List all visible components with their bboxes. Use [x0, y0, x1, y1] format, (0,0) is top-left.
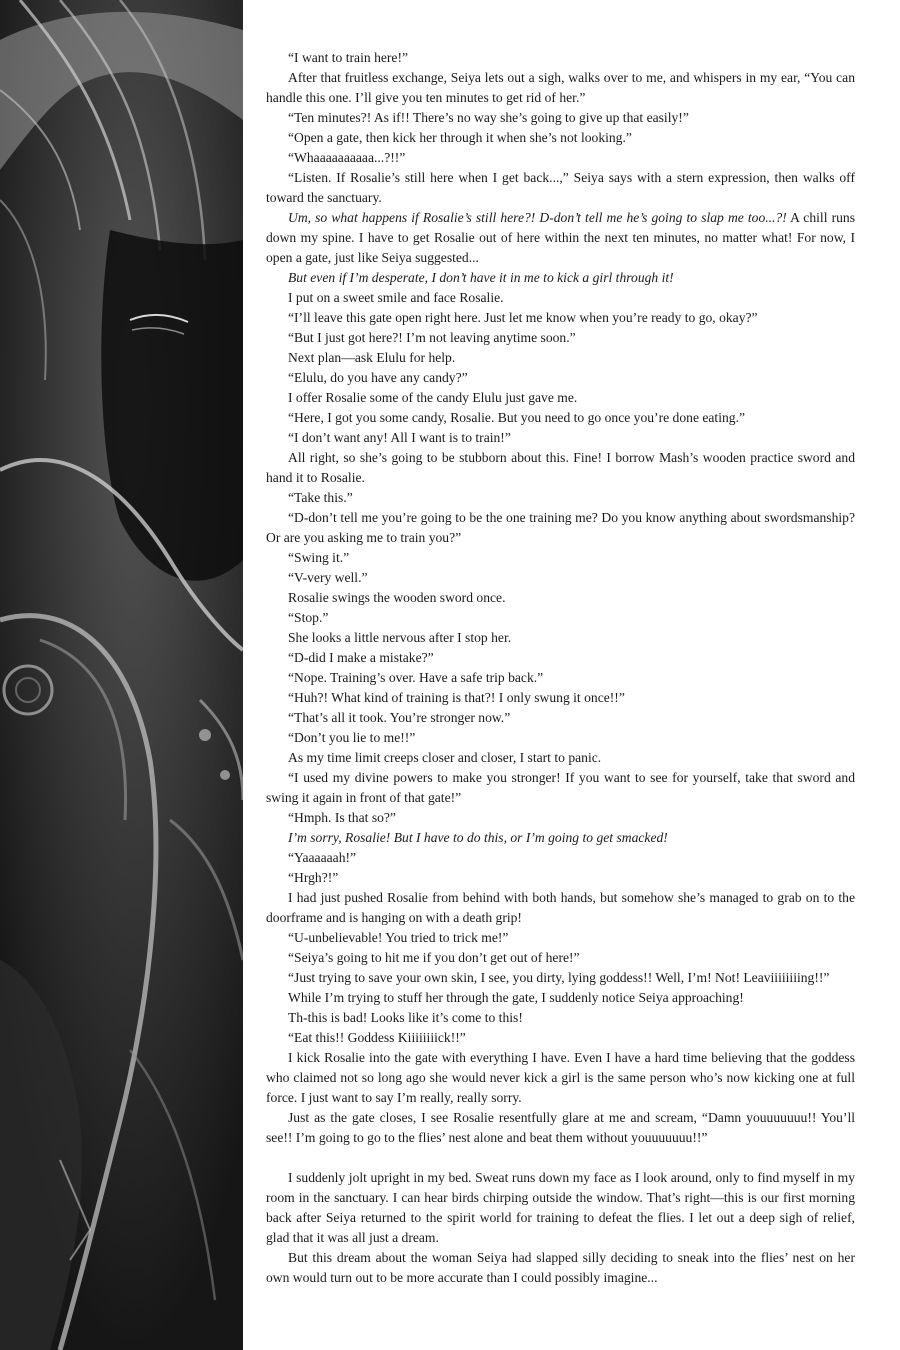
paragraph: As my time limit creeps closer and closer, I start to panic. [288, 750, 602, 765]
paragraph: I offer Rosalie some of the candy Elulu just gave me. [288, 390, 578, 405]
paragraph: I put on a sweet smile and face Rosalie. [288, 290, 504, 305]
paragraph: “Elulu, do you have any candy?” [288, 370, 468, 385]
paragraph: “Swing it.” [288, 550, 350, 565]
paragraph: “Hrgh?!” [288, 870, 339, 885]
paragraph: “Here, I got you some candy, Rosalie. But you need to go once you’re done eating.” [288, 410, 746, 425]
inverted-character-illustration [0, 0, 243, 1350]
paragraph: “U-unbelievable! You tried to trick me!” [288, 930, 509, 945]
paragraph: “D-don’t tell me you’re going to be the one training me? Do you know anything about swordsmanship? Or are you asking me to train you?” [266, 510, 855, 545]
paragraph-continuation: A chill runs down my spine. I have to get Rosalie out of here within the next ten minutes, no matter what! For now, I open a gate, just like Seiya suggested... [266, 210, 855, 265]
paragraph: Next plan—ask Elulu for help. [288, 350, 456, 365]
inner-thought: But even if I’m desperate, I don’t have it in me to kick a girl through it! [288, 270, 674, 285]
paragraph: While I’m trying to stuff her through the gate, I suddenly notice Seiya approaching! [288, 990, 744, 1005]
paragraph: I had just pushed Rosalie from behind with both hands, but somehow she’s managed to grab on to the doorframe and is hanging on with a death grip! [266, 890, 855, 925]
story-text [266, 48, 855, 1288]
paragraph: “Whaaaaaaaaaa...?!!” [288, 150, 406, 165]
paragraph: I suddenly jolt upright in my bed. Sweat runs down my face as I look around, only to find myself in my room in the sanctuary. I can hear birds chirping outside the window. That’s right—this is our first morning back after Seiya returned to the spirit world for training to defeat the flies. I let out a deep sigh of relief, glad that it was all just a dream. [266, 1170, 855, 1245]
paragraph: “Yaaaaaah!” [288, 850, 357, 865]
paragraph: “I used my divine powers to make you stronger! If you want to see for yourself, take that sword and swing it again in front of that gate!” [266, 770, 855, 805]
inner-thought: I’m sorry, Rosalie! But I have to do this, or I’m going to get smacked! [288, 830, 668, 845]
paragraph: “Don’t you lie to me!!” [288, 730, 416, 745]
paragraph: All right, so she’s going to be stubborn about this. Fine! I borrow Mash’s wooden practice sword and hand it to Rosalie. [266, 450, 855, 485]
paragraph: I kick Rosalie into the gate with everything I have. Even I have a hard time believing that the goddess who claimed not so long ago she would never kick a girl is the same person who’s now kicking one at full force. I just want to say I’m really, really sorry. [266, 1050, 855, 1105]
scene-break [266, 1148, 855, 1168]
inner-thought: Um, so what happens if Rosalie’s still here?! D-don’t tell me he’s going to slap me too...?! [288, 210, 787, 225]
paragraph: “Nope. Training’s over. Have a safe trip back.” [288, 670, 544, 685]
paragraph: She looks a little nervous after I stop her. [288, 630, 512, 645]
paragraph: “Seiya’s going to hit me if you don’t get out of here!” [288, 950, 580, 965]
paragraph: “I don’t want any! All I want is to train!” [288, 430, 511, 445]
paragraph: “But I just got here?! I’m not leaving anytime soon.” [288, 330, 576, 345]
paragraph: “D-did I make a mistake?” [288, 650, 434, 665]
paragraph: “Open a gate, then kick her through it when she’s not looking.” [288, 130, 632, 145]
paragraph: “Listen. If Rosalie’s still here when I get back...,” Seiya says with a stern expression, then walks off toward the sanctuary. [266, 170, 855, 205]
paragraph: “V-very well.” [288, 570, 368, 585]
paragraph: “Huh?! What kind of training is that?! I only swung it once!!” [288, 690, 625, 705]
paragraph: Just as the gate closes, I see Rosalie resentfully glare at me and scream, “Damn youuuuuuu!! You’ll see!! I’m going to go to the flies’ nest alone and beat them without youuuuuuu!!” [266, 1110, 855, 1145]
paragraph: After that fruitless exchange, Seiya lets out a sigh, walks over to me, and whispers in my ear, “You can handle this one. I’ll give you ten minutes to get rid of her.” [266, 70, 855, 105]
paragraph: “Stop.” [288, 610, 329, 625]
paragraph: “Take this.” [288, 490, 353, 505]
paragraph: But this dream about the woman Seiya had slapped silly deciding to sneak into the flies’ nest on her own would turn out to be more accurate than I could possibly imagine... [266, 1250, 855, 1285]
paragraph: “Hmph. Is that so?” [288, 810, 396, 825]
paragraph: “Just trying to save your own skin, I see, you dirty, lying goddess!! Well, I’m! Not! Leaviiiiiiiing!!” [288, 970, 830, 985]
paragraph: “Eat this!! Goddess Kiiiiiiiick!!” [288, 1030, 466, 1045]
paragraph: “That’s all it took. You’re stronger now.” [288, 710, 511, 725]
side-illustration [0, 0, 243, 1350]
paragraph: Rosalie swings the wooden sword once. [288, 590, 506, 605]
paragraph: “Ten minutes?! As if!! There’s no way she’s going to give up that easily!” [288, 110, 689, 125]
paragraph [266, 208, 855, 268]
paragraph: “I want to train here!” [288, 50, 409, 65]
paragraph: “I’ll leave this gate open right here. Just let me know when you’re ready to go, okay?” [288, 310, 758, 325]
paragraph: Th-this is bad! Looks like it’s come to this! [288, 1010, 523, 1025]
